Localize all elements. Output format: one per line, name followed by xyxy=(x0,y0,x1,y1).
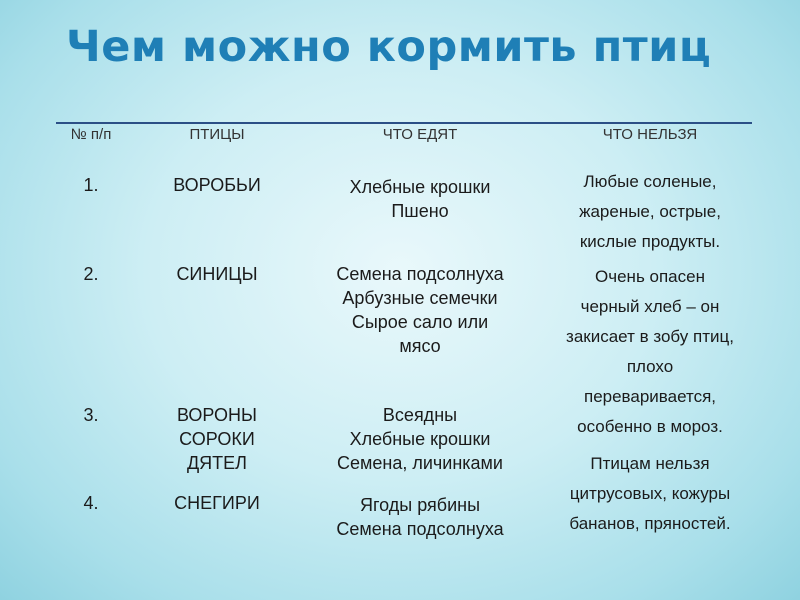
forbidden-block-3 xyxy=(540,449,760,539)
forbidden-block-2 xyxy=(540,262,760,442)
food-line: мясо xyxy=(399,336,441,356)
row-2-food xyxy=(300,262,540,358)
forbidden-line: переваривается, xyxy=(583,387,717,406)
table-top-border xyxy=(56,122,752,124)
forbidden-block-1 xyxy=(540,167,760,257)
header-what-not-to-feed: ЧТО НЕЛЬЗЯ xyxy=(602,126,698,143)
row-4-food xyxy=(300,493,540,541)
food-line: Арбузные семечки xyxy=(342,288,498,308)
food-line: Хлебные крошки xyxy=(349,429,491,449)
forbidden-line: бананов, пряностей. xyxy=(569,514,731,533)
forbidden-line: особенно в мороз. xyxy=(577,417,723,436)
row-3-food xyxy=(300,403,540,475)
row-4-bird xyxy=(138,491,296,515)
forbidden-line: Птицам нельзя xyxy=(590,454,710,473)
forbidden-line: плохо xyxy=(626,357,674,376)
bird-name: ВОРОНЫ xyxy=(177,405,257,425)
header-number: № п/п xyxy=(70,126,112,143)
food-line: Ягоды рябины xyxy=(359,495,481,515)
bird-name: СОРОКИ xyxy=(179,429,255,449)
row-1-food xyxy=(300,175,540,223)
row-1-bird xyxy=(138,173,296,197)
bird-name: ВОРОБЬИ xyxy=(173,175,261,195)
slide-title: Чем можно кормить птиц xyxy=(66,22,712,72)
bird-name: СНЕГИРИ xyxy=(174,493,260,513)
header-birds: ПТИЦЫ xyxy=(189,126,245,143)
header-what-they-eat: ЧТО ЕДЯТ xyxy=(382,126,458,143)
forbidden-line: черный хлеб – он xyxy=(580,297,720,316)
row-3-bird xyxy=(138,403,296,475)
row-4-number: 4. xyxy=(83,493,99,513)
food-line: Сырое сало или xyxy=(351,312,489,332)
food-line: Семена подсолнуха xyxy=(336,264,504,284)
forbidden-line: жареные, острые, xyxy=(579,202,721,221)
forbidden-line: цитрусовых, кожуры xyxy=(569,484,731,503)
bird-name: ДЯТЕЛ xyxy=(186,453,247,473)
bird-name: СИНИЦЫ xyxy=(176,264,258,284)
row-1-number: 1. xyxy=(83,175,99,195)
food-line: Всеядны xyxy=(382,405,458,425)
forbidden-line: закисает в зобу птиц, xyxy=(566,327,734,346)
forbidden-line: Очень опасен xyxy=(595,267,705,286)
forbidden-line: Любые соленые, xyxy=(583,172,717,191)
row-2-number: 2. xyxy=(83,264,99,284)
food-line: Пшено xyxy=(391,201,449,221)
food-line: Семена, личинками xyxy=(337,453,503,473)
row-3-number: 3. xyxy=(83,405,99,425)
food-line: Семена подсолнуха xyxy=(336,519,504,539)
row-2-bird xyxy=(138,262,296,286)
forbidden-line: кислые продукты. xyxy=(579,232,721,251)
food-line: Хлебные крошки xyxy=(349,177,491,197)
